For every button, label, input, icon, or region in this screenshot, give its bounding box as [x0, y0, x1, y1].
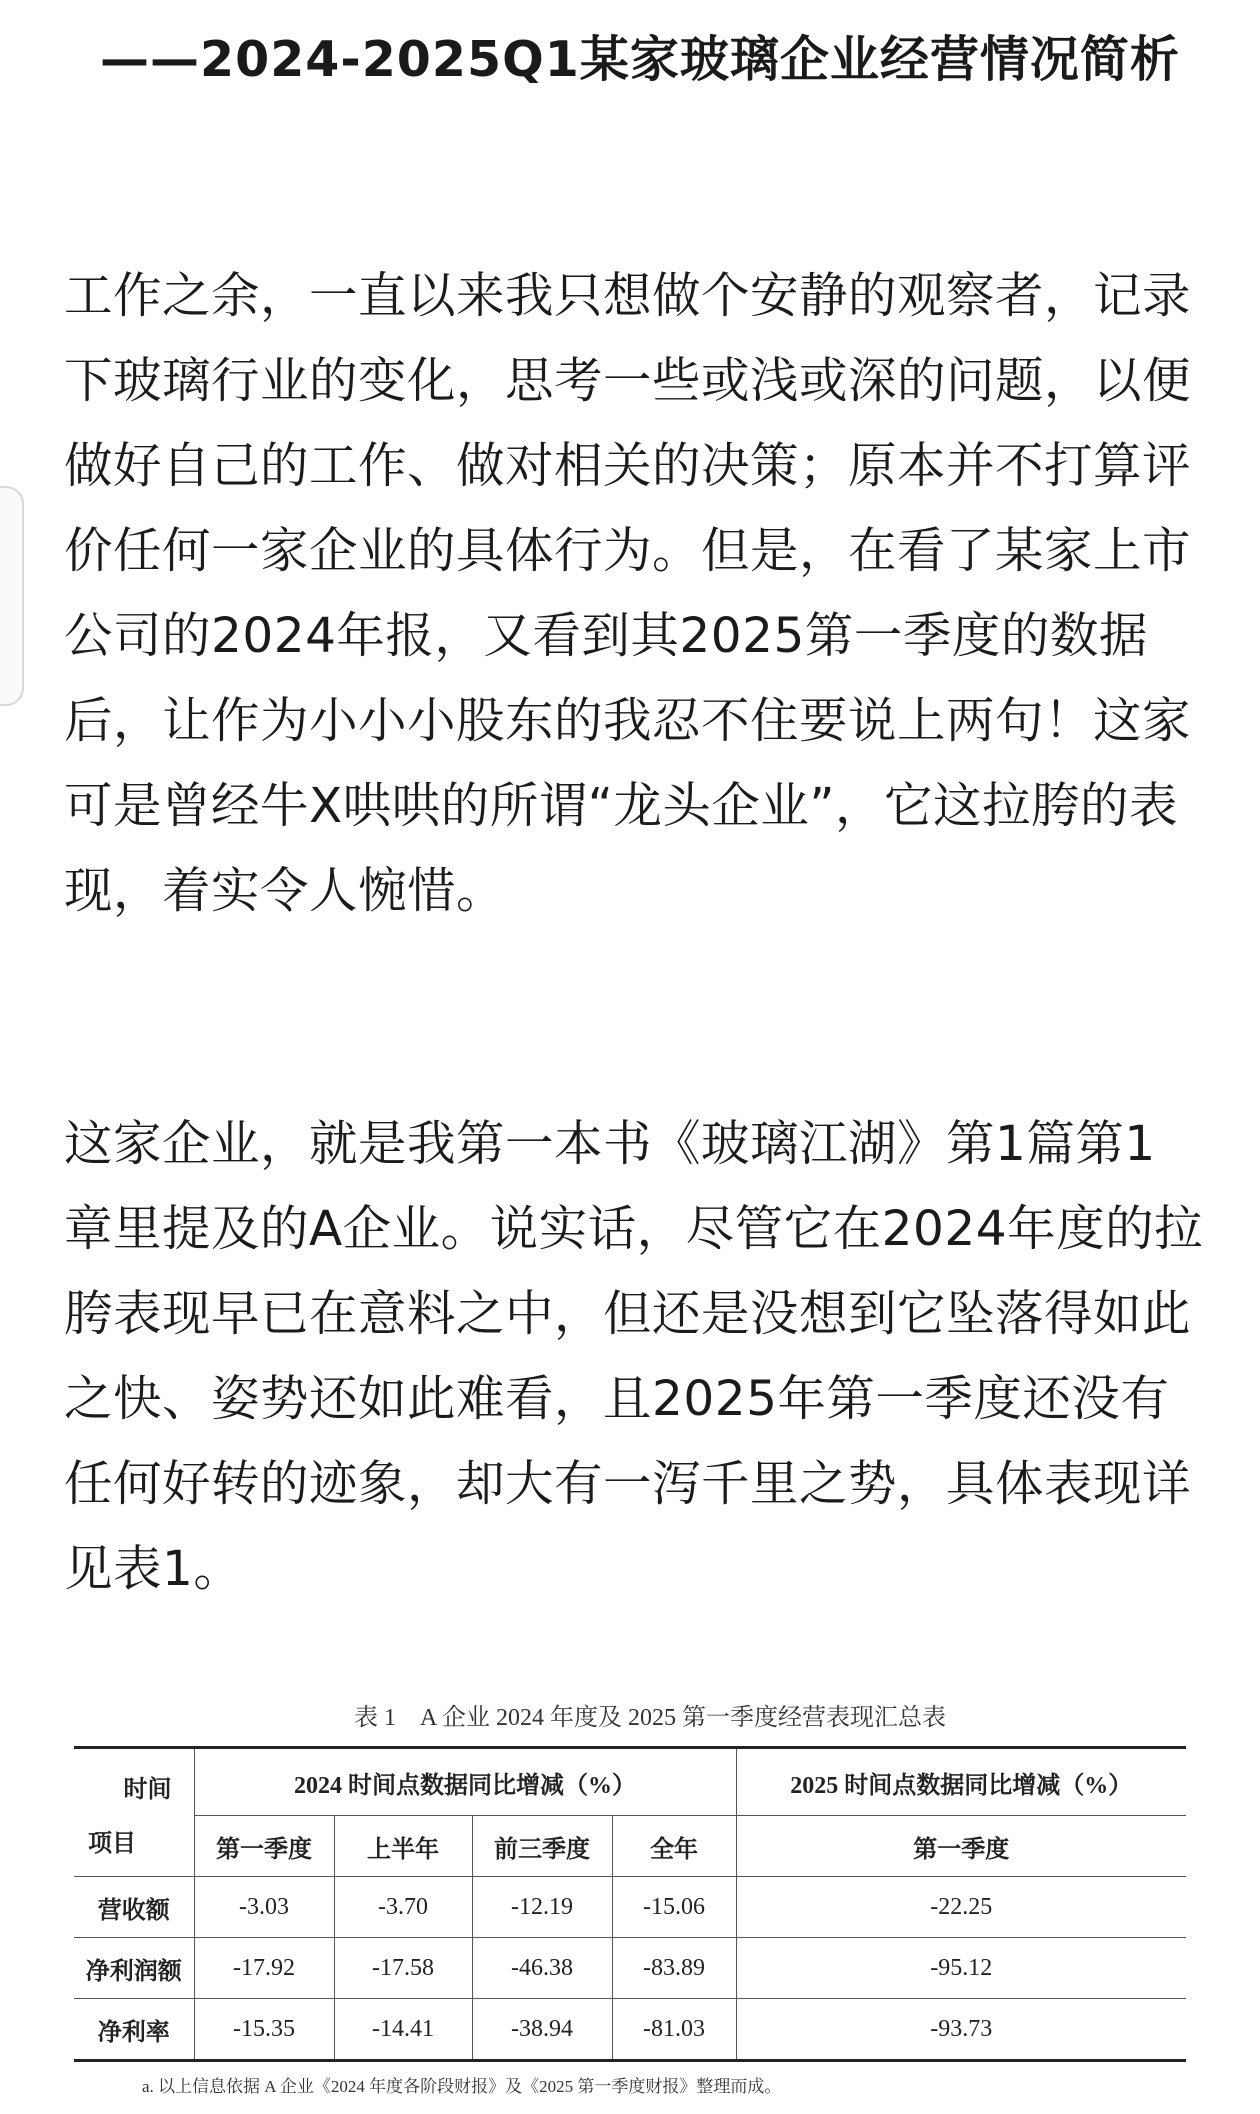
- header-2024-q1: 第一季度: [194, 1816, 334, 1877]
- table-footnote: a. 以上信息依据 A 企业《2024 年度各阶段财报》及《2025 第一季度财报》整理而成。: [142, 2077, 782, 2096]
- table-cell: -38.94: [472, 1999, 612, 2061]
- table-cell: -12.19: [472, 1877, 612, 1938]
- table-figure: [74, 1690, 1186, 2097]
- table-cell: -95.12: [736, 1938, 1186, 1999]
- header-2024-h1: 上半年: [334, 1816, 472, 1877]
- table-cell: -15.35: [194, 1999, 334, 2061]
- header-2025-q1: 第一季度: [736, 1816, 1186, 1877]
- table-cell: -14.41: [334, 1999, 472, 2061]
- side-drawer-handle[interactable]: [0, 486, 24, 706]
- article-paragraph-2: 这家企业，就是我第一本书《玻璃江湖》第1篇第1章里提及的A企业。说实话，尽管它在2024年度的拉胯表现早已在意料之中，但还是没想到它坠落得如此之快、姿势还如此难看，且2025年第一季度还没有任何好转的迹象，却大有一泻千里之势，具体表现详见表1。: [64, 1116, 1204, 1597]
- table-cell: -15.06: [612, 1877, 736, 1938]
- table-cell: -3.03: [194, 1877, 334, 1938]
- table-cell: -17.58: [334, 1938, 472, 1999]
- table-cell: -81.03: [612, 1999, 736, 2061]
- table-cell: -17.92: [194, 1938, 334, 1999]
- article-title: ——2024-2025Q1某家玻璃企业经营情况简析: [100, 31, 1180, 88]
- table-caption: 表 1 A 企业 2024 年度及 2025 第一季度经营表现汇总表: [353, 1705, 946, 1731]
- table-row: [74, 1999, 1186, 2061]
- header-2024-full: 全年: [612, 1816, 736, 1877]
- table-cell: -83.89: [612, 1938, 736, 1999]
- table-cell: -46.38: [472, 1938, 612, 1999]
- table-row: [74, 1877, 1186, 1938]
- row-label: 净利润额: [74, 1938, 194, 1999]
- corner-time-label: 时间: [123, 1777, 172, 1803]
- table-cell: -93.73: [736, 1999, 1186, 2061]
- header-group-2024: 2024 时间点数据同比增减（%）: [194, 1748, 736, 1816]
- corner-item-label: 项目: [88, 1831, 136, 1857]
- header-2024-q3: 前三季度: [472, 1816, 612, 1877]
- table-corner-cell: [74, 1748, 194, 1877]
- performance-table: [74, 1746, 1186, 2062]
- table-cell: -3.70: [334, 1877, 472, 1938]
- row-label: 净利率: [74, 1999, 194, 2061]
- table-cell: -22.25: [736, 1877, 1186, 1938]
- article-paragraph-1: 工作之余，一直以来我只想做个安静的观察者，记录下玻璃行业的变化，思考一些或浅或深的问题，以便做好自己的工作、做对相关的决策；原本并不打算评价任何一家企业的具体行为。但是，在看了某家上市公司的2024年报，又看到其2025第一季度的数据后，让作为小小小股东的我忍不住要说上两句！这家可是曾经牛X哄哄的所谓“龙头企业”，它这拉胯的表现，着实令人惋惜。: [64, 268, 1192, 919]
- header-group-2025: 2025 时间点数据同比增减（%）: [736, 1748, 1186, 1816]
- row-label: 营收额: [74, 1877, 194, 1938]
- table-row: [74, 1938, 1186, 1999]
